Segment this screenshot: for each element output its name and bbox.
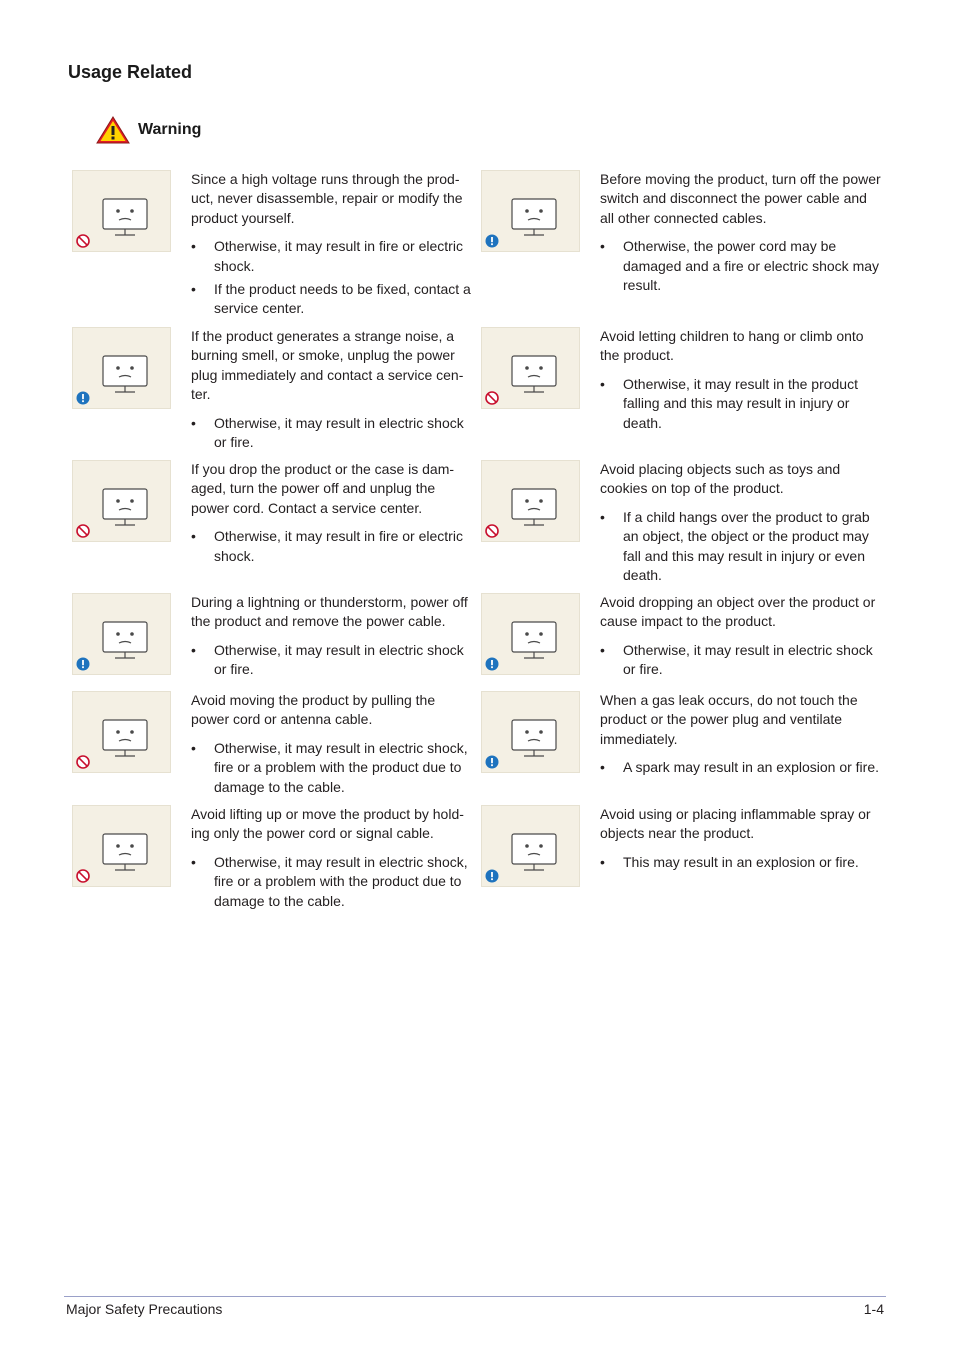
precaution-bullets bbox=[191, 237, 473, 319]
precaution-bullet: • Otherwise, it may result in electric shock, fire or a problem with the product due to damage to the cable. bbox=[191, 853, 473, 911]
precaution-bullet: • Otherwise, it may result in electric shock, fire or a problem with the product due to damage to the cable. bbox=[191, 739, 473, 797]
warning-heading bbox=[96, 116, 201, 144]
precaution-bullets bbox=[600, 641, 882, 680]
precaution-bullet: • Otherwise, the power cord may be damaged and a fire or electric shock may result. bbox=[600, 237, 882, 295]
precaution-illustration bbox=[72, 593, 171, 675]
precaution-bullets bbox=[191, 853, 473, 911]
precaution-illustration bbox=[481, 327, 580, 409]
precaution-description: If you drop the product or the case is dam-aged, turn the power off and unplug the power cord. Contact a service center. bbox=[191, 461, 455, 516]
precaution-text bbox=[191, 805, 473, 915]
precaution-description: Avoid dropping an object over the product or cause impact to the product. bbox=[600, 594, 876, 630]
precaution-bullets bbox=[600, 375, 882, 433]
precaution-illustration bbox=[481, 805, 580, 887]
precaution-bullet: • A spark may result in an explosion or fire. bbox=[600, 758, 882, 777]
precaution-bullet: • Otherwise, it may result in fire or electric shock. bbox=[191, 527, 473, 566]
precaution-illustration bbox=[72, 691, 171, 773]
precaution-description: When a gas leak occurs, do not touch the product or the power plug and ventilate immediately. bbox=[600, 692, 858, 747]
mandatory-icon bbox=[485, 234, 499, 248]
prohibited-icon bbox=[485, 391, 499, 405]
precaution-description: Avoid letting children to hang or climb onto the product. bbox=[600, 328, 864, 364]
precaution-bullets bbox=[600, 508, 882, 586]
precaution-illustration bbox=[481, 460, 580, 542]
precaution-bullets bbox=[600, 237, 882, 295]
precaution-text bbox=[600, 170, 882, 299]
precaution-bullet: • Otherwise, it may result in electric shock or fire. bbox=[191, 414, 473, 453]
warning-label: Warning bbox=[138, 121, 202, 138]
precaution-text bbox=[191, 593, 473, 684]
precaution-bullets bbox=[600, 853, 882, 872]
precaution-illustration bbox=[72, 460, 171, 542]
precaution-bullets bbox=[191, 739, 473, 797]
precaution-description: Avoid using or placing inflammable spray or objects near the product. bbox=[600, 806, 871, 842]
footer-divider bbox=[64, 1296, 886, 1297]
precaution-text bbox=[600, 691, 882, 782]
precaution-illustration bbox=[72, 327, 171, 409]
precaution-bullet: • Otherwise, it may result in electric shock or fire. bbox=[600, 641, 882, 680]
precaution-illustration bbox=[481, 170, 580, 252]
precaution-text bbox=[600, 327, 882, 437]
mandatory-icon bbox=[76, 657, 90, 671]
prohibited-icon bbox=[76, 755, 90, 769]
mandatory-icon bbox=[485, 755, 499, 769]
precaution-text bbox=[600, 593, 882, 684]
mandatory-icon bbox=[485, 657, 499, 671]
precaution-description: Avoid lifting up or move the product by hold-ing only the power cord or signal cable. bbox=[191, 806, 464, 842]
precaution-description: During a lightning or thunderstorm, power off the product and remove the power cable. bbox=[191, 594, 468, 630]
precaution-illustration bbox=[72, 805, 171, 887]
precaution-text bbox=[600, 805, 882, 876]
precaution-illustration bbox=[481, 593, 580, 675]
prohibited-icon bbox=[76, 524, 90, 538]
precaution-bullet: • If a child hangs over the product to grab an object, the object or the product may fall and this may result in injury or even death. bbox=[600, 508, 882, 586]
precaution-bullet: • Otherwise, it may result in fire or electric shock. bbox=[191, 237, 473, 276]
precaution-illustration bbox=[72, 170, 171, 252]
precaution-bullet: • If the product needs to be fixed, contact a service center. bbox=[191, 280, 473, 319]
precaution-text bbox=[600, 460, 882, 589]
mandatory-icon bbox=[485, 869, 499, 883]
precaution-text bbox=[191, 691, 473, 801]
precaution-bullets bbox=[191, 414, 473, 453]
prohibited-icon bbox=[76, 234, 90, 248]
precaution-text bbox=[191, 170, 473, 323]
precaution-bullets bbox=[600, 758, 882, 777]
precaution-text bbox=[191, 460, 473, 570]
footer-section-name: Major Safety Precautions bbox=[66, 1301, 223, 1317]
precaution-text bbox=[191, 327, 473, 456]
mandatory-icon bbox=[76, 391, 90, 405]
precaution-bullet: • Otherwise, it may result in the product falling and this may result in injury or death. bbox=[600, 375, 882, 433]
precaution-description: Before moving the product, turn off the power switch and disconnect the power cable and all other connected cables. bbox=[600, 171, 881, 226]
precaution-bullets bbox=[191, 641, 473, 680]
precaution-bullet: • This may result in an explosion or fire. bbox=[600, 853, 882, 872]
warning-triangle-icon bbox=[96, 116, 130, 144]
precaution-bullets bbox=[191, 527, 473, 566]
precaution-bullet: • Otherwise, it may result in electric shock or fire. bbox=[191, 641, 473, 680]
prohibited-icon bbox=[485, 524, 499, 538]
precaution-description: Since a high voltage runs through the prod-uct, never disassemble, repair or modify the product yourself. bbox=[191, 171, 463, 226]
precaution-description: If the product generates a strange noise, a burning smell, or smoke, unplug the power plug immediately and contact a service cen-ter. bbox=[191, 328, 464, 403]
footer-page-number: 1-4 bbox=[863, 1301, 884, 1317]
precaution-illustration bbox=[481, 691, 580, 773]
precaution-description: Avoid moving the product by pulling the power cord or antenna cable. bbox=[191, 692, 436, 728]
prohibited-icon bbox=[76, 869, 90, 883]
precaution-description: Avoid placing objects such as toys and cookies on top of the product. bbox=[600, 461, 841, 497]
section-title: Usage Related bbox=[68, 62, 193, 82]
